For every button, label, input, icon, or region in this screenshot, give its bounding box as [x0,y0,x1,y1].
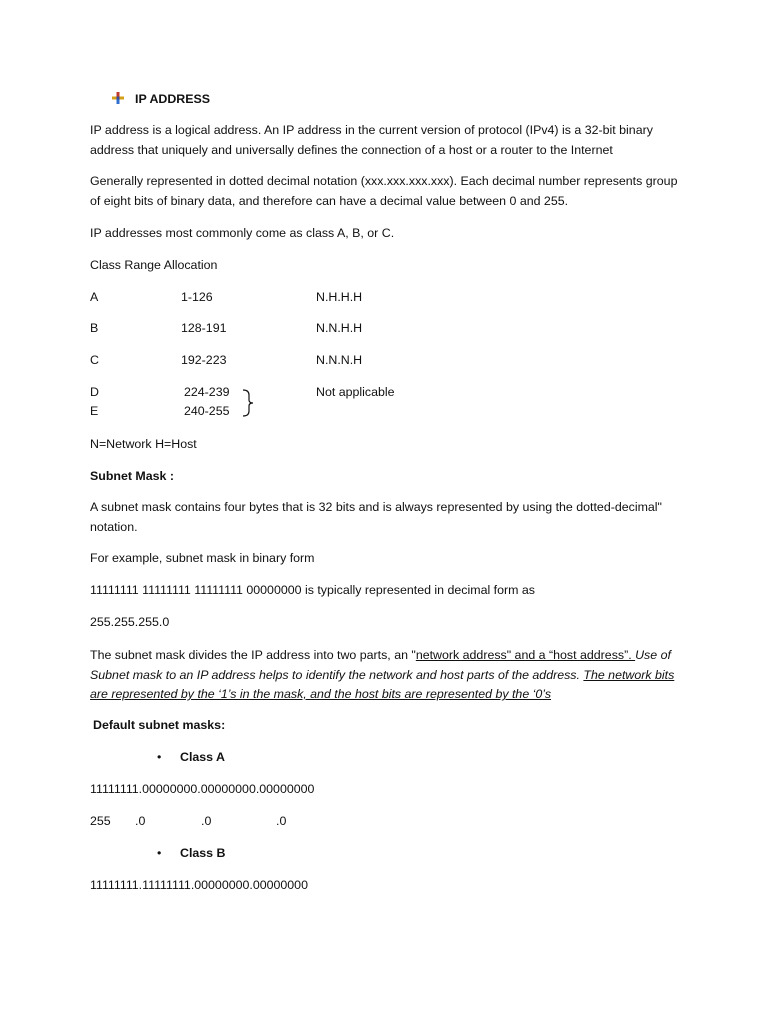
plus-bullet-icon [111,91,125,105]
section-heading: IP ADDRESS [135,92,211,106]
legend-text: N=Network H=Host [90,437,197,451]
paragraph-classes: IP addresses most commonly come as class A, B, or C. [90,226,395,240]
class-cell: E [90,404,99,418]
italic-underlined-span: The network bits are represented by the ‘1’s in the mask, and the host bits are represented by the ‘0’s [90,667,675,701]
right-brace-icon [241,388,255,418]
class-cell: C [90,353,99,367]
underlined-span: network address" and a “host address”. [415,648,636,662]
paragraph-decimal-example: 255.255.255.0 [90,615,170,629]
class-cell: A [90,290,99,304]
text-span: The subnet mask divides the IP address into two parts, an " [90,648,416,662]
class-a-octet: 255 [90,814,111,828]
italic-span: Use of Subnet mask to an IP address helps to identify the network and host parts of the address. [90,648,671,682]
range-cell: 192-223 [181,353,227,367]
allocation-cell: N.N.N.H [316,353,363,367]
class-b-label: Class B [180,846,226,860]
paragraph-ip-definition: IP address is a logical address. An IP address in the current version of protocol (IPv4) is a 32-bit binary address that uniquely and universally defines the connection of a host or a router to the Internet [90,123,653,157]
subnet-mask-heading: Subnet Mask : [90,469,174,483]
paragraph-subnet-definition: A subnet mask contains four bytes that is 32 bits and is always represented by using the dotted-decimal" notation. [90,500,662,534]
bullet: • [157,846,162,860]
class-a-octet: .0 [276,814,287,828]
class-table-header: Class Range Allocation [90,258,218,272]
range-cell: 128-191 [181,321,227,335]
class-cell: D [90,385,99,399]
paragraph-subnet-parts [90,646,680,705]
paragraph-example: For example, subnet mask in binary form [90,551,315,565]
class-cell: B [90,321,99,335]
bullet: • [157,750,162,764]
allocation-cell: Not applicable [316,385,395,399]
range-cell: 1-126 [181,290,213,304]
range-cell: 224-239 [184,385,230,399]
range-cell: 240-255 [184,404,230,418]
paragraph-dotted-decimal: Generally represented in dotted decimal notation (xxx.xxx.xxx.xxx). Each decimal number represents group of eight bits of binary data, and therefore can have a decimal value between 0 and 255. [90,174,678,208]
class-a-octet: .0 [135,814,146,828]
class-a-label: Class A [180,750,225,764]
class-a-octet: .0 [201,814,212,828]
class-a-binary: 11111111.00000000.00000000.00000000 [90,782,315,796]
allocation-cell: N.N.H.H [316,321,363,335]
default-masks-heading: Default subnet masks: [93,718,226,732]
class-b-binary: 11111111.11111111.00000000.00000000 [90,878,308,892]
allocation-cell: N.H.H.H [316,290,363,304]
paragraph-binary-example: 11111111 11111111 11111111 00000000 is typically represented in decimal form as [90,583,535,597]
